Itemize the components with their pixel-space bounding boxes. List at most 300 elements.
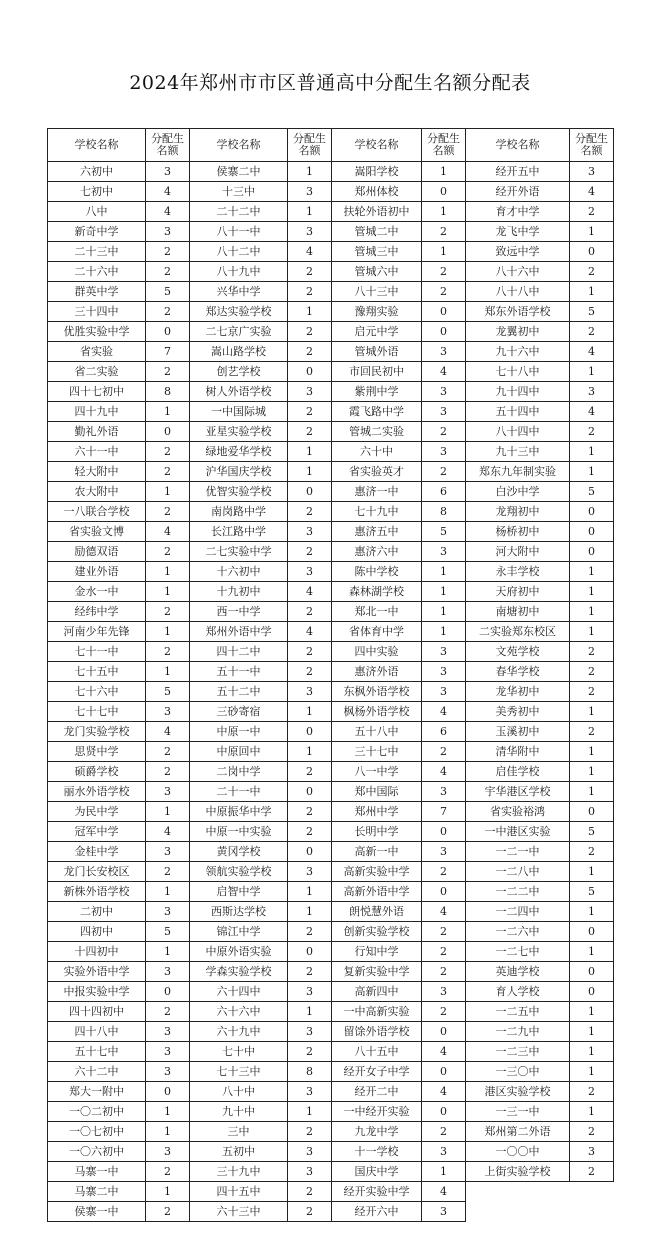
school-name-cell: 郑东九年制实验 — [466, 462, 570, 482]
school-name-cell: 七十七中 — [48, 702, 146, 722]
school-name-cell: 六十四中 — [190, 982, 288, 1002]
school-name-header: 学校名称 — [190, 129, 288, 162]
quota-cell: 1 — [288, 702, 332, 722]
table-row — [48, 562, 614, 582]
quota-cell: 1 — [570, 282, 614, 302]
quota-cell: 4 — [422, 902, 466, 922]
school-name-cell: 群英中学 — [48, 282, 146, 302]
table-row — [48, 762, 614, 782]
school-name-cell: 绿地爱华学校 — [190, 442, 288, 462]
quota-cell: 3 — [422, 1142, 466, 1162]
quota-cell: 3 — [288, 382, 332, 402]
quota-cell: 2 — [146, 1162, 190, 1182]
quota-cell: 0 — [422, 1062, 466, 1082]
quota-cell: 1 — [570, 782, 614, 802]
table-row — [48, 802, 614, 822]
quota-cell: 2 — [570, 642, 614, 662]
quota-cell: 2 — [146, 262, 190, 282]
school-name-cell: 启元中学 — [332, 322, 422, 342]
empty-cell — [570, 1202, 614, 1222]
school-name-cell: 一〇六初中 — [48, 1142, 146, 1162]
school-name-cell: 新奇中学 — [48, 222, 146, 242]
school-name-cell: 天府初中 — [466, 582, 570, 602]
school-name-cell: 侯寨二中 — [190, 162, 288, 182]
school-name-cell: 经纬中学 — [48, 602, 146, 622]
school-name-cell: 省实验文博 — [48, 522, 146, 542]
quota-cell: 0 — [288, 482, 332, 502]
school-name-cell: 一二六中 — [466, 922, 570, 942]
school-name-cell: 一二一中 — [466, 842, 570, 862]
quota-cell: 1 — [146, 1122, 190, 1142]
school-name-cell: 新株外语学校 — [48, 882, 146, 902]
quota-cell: 2 — [288, 502, 332, 522]
school-name-cell: 八十中 — [190, 1082, 288, 1102]
quota-cell: 1 — [146, 562, 190, 582]
quota-cell: 1 — [570, 902, 614, 922]
school-name-cell: 一二四中 — [466, 902, 570, 922]
quota-cell: 0 — [288, 782, 332, 802]
quota-cell: 2 — [288, 1202, 332, 1222]
school-name-cell: 一〇七初中 — [48, 1122, 146, 1142]
school-name-cell: 八十一中 — [190, 222, 288, 242]
quota-cell: 3 — [146, 1042, 190, 1062]
quota-cell: 0 — [570, 502, 614, 522]
quota-cell: 2 — [288, 1182, 332, 1202]
school-name-cell: 金水一中 — [48, 582, 146, 602]
quota-cell: 4 — [422, 702, 466, 722]
quota-cell: 1 — [422, 562, 466, 582]
school-name-cell: 六十中 — [332, 442, 422, 462]
school-name-cell: 四十二中 — [190, 642, 288, 662]
quota-cell: 3 — [288, 182, 332, 202]
school-name-cell: 港区实验学校 — [466, 1082, 570, 1102]
school-name-cell: 省实验英才 — [332, 462, 422, 482]
school-name-cell: 一八联合学校 — [48, 502, 146, 522]
quota-cell: 1 — [146, 482, 190, 502]
quota-cell: 3 — [288, 1082, 332, 1102]
quota-cell: 3 — [146, 702, 190, 722]
quota-cell: 2 — [570, 1122, 614, 1142]
table-row — [48, 922, 614, 942]
school-name-cell: 行知中学 — [332, 942, 422, 962]
quota-cell: 6 — [422, 482, 466, 502]
school-name-cell: 文苑学校 — [466, 642, 570, 662]
school-name-cell: 九十六中 — [466, 342, 570, 362]
quota-cell: 0 — [146, 982, 190, 1002]
quota-cell: 0 — [422, 1102, 466, 1122]
school-name-cell: 龙翔初中 — [466, 502, 570, 522]
school-name-cell: 郑中国际 — [332, 782, 422, 802]
quota-cell: 0 — [422, 302, 466, 322]
quota-cell: 2 — [422, 422, 466, 442]
quota-cell: 3 — [422, 982, 466, 1002]
school-name-cell: 三中 — [190, 1122, 288, 1142]
quota-cell: 3 — [422, 682, 466, 702]
quota-cell: 3 — [146, 962, 190, 982]
quota-cell: 2 — [146, 862, 190, 882]
quota-cell: 1 — [570, 442, 614, 462]
table-row — [48, 682, 614, 702]
school-name-cell: 六初中 — [48, 162, 146, 182]
school-name-cell: 八十六中 — [466, 262, 570, 282]
quota-cell: 2 — [422, 922, 466, 942]
school-name-cell: 八中 — [48, 202, 146, 222]
quota-cell: 1 — [288, 462, 332, 482]
quota-cell: 1 — [570, 622, 614, 642]
table-row — [48, 842, 614, 862]
school-name-cell: 郑大一附中 — [48, 1082, 146, 1102]
school-name-cell: 长江路中学 — [190, 522, 288, 542]
school-name-cell: 一〇二初中 — [48, 1102, 146, 1122]
school-name-cell: 郑州外语中学 — [190, 622, 288, 642]
quota-cell: 4 — [422, 362, 466, 382]
quota-cell: 1 — [288, 302, 332, 322]
quota-cell: 3 — [422, 542, 466, 562]
quota-cell: 3 — [288, 562, 332, 582]
school-name-cell: 八十八中 — [466, 282, 570, 302]
school-name-cell: 二七实验中学 — [190, 542, 288, 562]
school-name-cell: 豫翔实验 — [332, 302, 422, 322]
quota-cell: 3 — [422, 842, 466, 862]
school-name-cell: 十九初中 — [190, 582, 288, 602]
school-name-cell: 省实验裕鸿 — [466, 802, 570, 822]
quota-cell: 1 — [570, 562, 614, 582]
quota-cell: 3 — [146, 902, 190, 922]
school-name-cell: 优智实验学校 — [190, 482, 288, 502]
quota-cell: 3 — [570, 382, 614, 402]
school-name-cell: 黄冈学校 — [190, 842, 288, 862]
school-name-cell: 八十五中 — [332, 1042, 422, 1062]
school-name-cell: 六十六中 — [190, 1002, 288, 1022]
quota-cell: 1 — [570, 742, 614, 762]
quota-cell: 1 — [422, 242, 466, 262]
school-name-cell: 八十二中 — [190, 242, 288, 262]
quota-cell: 3 — [146, 1142, 190, 1162]
school-name-cell: 高新四中 — [332, 982, 422, 1002]
school-name-cell: 二实验郑东校区 — [466, 622, 570, 642]
school-name-cell: 马寨一中 — [48, 1162, 146, 1182]
school-name-cell: 沪华国庆学校 — [190, 462, 288, 482]
table-row — [48, 362, 614, 382]
school-name-cell: 郑北一中 — [332, 602, 422, 622]
quota-cell: 1 — [570, 222, 614, 242]
quota-cell: 3 — [422, 642, 466, 662]
school-name-cell: 经开二中 — [332, 1082, 422, 1102]
quota-cell: 2 — [288, 602, 332, 622]
school-name-cell: 五初中 — [190, 1142, 288, 1162]
quota-cell: 3 — [422, 782, 466, 802]
table-row — [48, 902, 614, 922]
school-name-cell: 兴华中学 — [190, 282, 288, 302]
school-name-cell: 中原一中实验 — [190, 822, 288, 842]
quota-cell: 2 — [422, 1002, 466, 1022]
table-row — [48, 962, 614, 982]
school-name-cell: 亚星实验学校 — [190, 422, 288, 442]
quota-cell: 2 — [288, 922, 332, 942]
quota-cell: 4 — [422, 762, 466, 782]
table-row — [48, 582, 614, 602]
school-name-cell: 农大附中 — [48, 482, 146, 502]
table-row — [48, 182, 614, 202]
quota-cell: 2 — [288, 662, 332, 682]
quota-cell: 2 — [146, 462, 190, 482]
school-name-cell: 龙华初中 — [466, 682, 570, 702]
school-name-cell: 四十五中 — [190, 1182, 288, 1202]
school-name-cell: 育人学校 — [466, 982, 570, 1002]
school-name-cell: 清华附中 — [466, 742, 570, 762]
quota-cell: 2 — [422, 942, 466, 962]
school-name-cell: 一中港区实验 — [466, 822, 570, 842]
school-name-cell: 七十九中 — [332, 502, 422, 522]
school-name-cell: 丽水外语学校 — [48, 782, 146, 802]
school-name-cell: 八十九中 — [190, 262, 288, 282]
table-row — [48, 702, 614, 722]
table-row — [48, 322, 614, 342]
school-name-cell: 轻大附中 — [48, 462, 146, 482]
table-row — [48, 1182, 614, 1202]
school-name-cell: 扶轮外语初中 — [332, 202, 422, 222]
school-name-cell: 创新实验学校 — [332, 922, 422, 942]
quota-cell: 2 — [146, 442, 190, 462]
quota-cell: 1 — [422, 582, 466, 602]
school-name-cell: 郑东外语学校 — [466, 302, 570, 322]
quota-cell: 3 — [422, 442, 466, 462]
school-name-cell: 中原一中 — [190, 722, 288, 742]
school-name-cell: 河南少年先锋 — [48, 622, 146, 642]
school-name-cell: 惠济六中 — [332, 542, 422, 562]
quota-cell: 1 — [422, 602, 466, 622]
quota-cell: 2 — [288, 402, 332, 422]
school-name-cell: 八十三中 — [332, 282, 422, 302]
school-name-cell: 南岗路中学 — [190, 502, 288, 522]
school-name-cell: 一二九中 — [466, 1022, 570, 1042]
school-name-cell: 致远中学 — [466, 242, 570, 262]
school-name-cell: 上街实验学校 — [466, 1162, 570, 1182]
quota-header-line2: 名额 — [156, 144, 179, 157]
quota-cell: 5 — [570, 482, 614, 502]
school-name-cell: 高新实验中学 — [332, 862, 422, 882]
school-name-cell: 一中经开实验 — [332, 1102, 422, 1122]
table-row — [48, 722, 614, 742]
school-name-cell: 二十二中 — [190, 202, 288, 222]
school-name-cell: 管城六中 — [332, 262, 422, 282]
school-name-cell: 建业外语 — [48, 562, 146, 582]
quota-cell: 8 — [422, 502, 466, 522]
school-name-cell: 高新一中 — [332, 842, 422, 862]
quota-cell: 1 — [146, 662, 190, 682]
quota-cell: 1 — [422, 622, 466, 642]
table-row — [48, 882, 614, 902]
school-name-cell: 侯寨一中 — [48, 1202, 146, 1222]
table-row — [48, 442, 614, 462]
quota-cell: 1 — [570, 762, 614, 782]
quota-cell: 2 — [288, 962, 332, 982]
quota-cell: 0 — [288, 362, 332, 382]
table-row — [48, 742, 614, 762]
school-name-cell: 为民中学 — [48, 802, 146, 822]
school-name-cell: 二十六中 — [48, 262, 146, 282]
quota-cell: 1 — [570, 462, 614, 482]
quota-cell: 1 — [570, 702, 614, 722]
school-name-cell: 一三一中 — [466, 1102, 570, 1122]
school-name-cell: 东枫外语学校 — [332, 682, 422, 702]
school-name-cell: 枫杨外语学校 — [332, 702, 422, 722]
table-row — [48, 1062, 614, 1082]
table-row — [48, 262, 614, 282]
school-name-cell: 管城二中 — [332, 222, 422, 242]
school-name-cell: 留馀外语学校 — [332, 1022, 422, 1042]
school-name-cell: 启佳学校 — [466, 762, 570, 782]
school-name-cell: 霞飞路中学 — [332, 402, 422, 422]
quota-cell: 4 — [422, 1082, 466, 1102]
table-row — [48, 402, 614, 422]
quota-cell: 1 — [570, 1042, 614, 1062]
school-name-cell: 河大附中 — [466, 542, 570, 562]
quota-cell: 2 — [422, 862, 466, 882]
quota-cell: 7 — [422, 802, 466, 822]
school-name-cell: 五十八中 — [332, 722, 422, 742]
quota-cell: 3 — [288, 1162, 332, 1182]
quota-cell: 2 — [422, 742, 466, 762]
quota-cell: 3 — [422, 382, 466, 402]
quota-cell: 1 — [288, 742, 332, 762]
school-name-cell: 龙翼初中 — [466, 322, 570, 342]
quota-table — [47, 128, 614, 1222]
school-name-cell: 省二实验 — [48, 362, 146, 382]
school-name-cell: 春华学校 — [466, 662, 570, 682]
quota-header — [146, 129, 190, 162]
quota-cell: 1 — [570, 1022, 614, 1042]
school-name-cell: 西一中学 — [190, 602, 288, 622]
school-name-cell: 长明中学 — [332, 822, 422, 842]
school-name-cell: 朗悦慧外语 — [332, 902, 422, 922]
quota-cell: 3 — [288, 862, 332, 882]
school-name-cell: 嵩阳学校 — [332, 162, 422, 182]
quota-cell: 2 — [146, 1002, 190, 1022]
school-name-cell: 管城二实验 — [332, 422, 422, 442]
school-name-header: 学校名称 — [48, 129, 146, 162]
quota-cell: 5 — [570, 822, 614, 842]
quota-cell: 0 — [146, 1082, 190, 1102]
table-row — [48, 942, 614, 962]
table-row — [48, 542, 614, 562]
quota-cell: 2 — [146, 302, 190, 322]
quota-cell: 2 — [570, 682, 614, 702]
school-name-cell: 四十七初中 — [48, 382, 146, 402]
quota-cell: 2 — [288, 642, 332, 662]
quota-cell: 5 — [422, 522, 466, 542]
school-name-cell: 高新外语中学 — [332, 882, 422, 902]
quota-cell: 1 — [146, 942, 190, 962]
school-name-cell: 一中高新实验 — [332, 1002, 422, 1022]
quota-cell: 1 — [288, 1002, 332, 1022]
school-name-cell: 经开五中 — [466, 162, 570, 182]
school-name-cell: 十一学校 — [332, 1142, 422, 1162]
school-name-cell: 二七京广实验 — [190, 322, 288, 342]
quota-cell: 0 — [288, 842, 332, 862]
school-name-cell: 三十七中 — [332, 742, 422, 762]
school-name-cell: 管城三中 — [332, 242, 422, 262]
quota-cell: 4 — [422, 1182, 466, 1202]
school-name-cell: 中原外语实验 — [190, 942, 288, 962]
school-name-cell: 八一中学 — [332, 762, 422, 782]
school-name-cell: 经开实验中学 — [332, 1182, 422, 1202]
school-name-cell: 森林湖学校 — [332, 582, 422, 602]
school-name-cell: 中原回中 — [190, 742, 288, 762]
quota-cell: 2 — [146, 742, 190, 762]
school-name-cell: 二岗中学 — [190, 762, 288, 782]
school-name-cell: 金桂中学 — [48, 842, 146, 862]
quota-cell: 4 — [146, 182, 190, 202]
quota-cell: 1 — [422, 202, 466, 222]
table-row — [48, 222, 614, 242]
quota-cell: 5 — [146, 282, 190, 302]
school-name-cell: 硕爵学校 — [48, 762, 146, 782]
quota-cell: 2 — [570, 662, 614, 682]
school-name-cell: 启智中学 — [190, 882, 288, 902]
quota-cell: 3 — [146, 1022, 190, 1042]
quota-cell: 5 — [146, 922, 190, 942]
school-name-cell: 九十四中 — [466, 382, 570, 402]
school-name-cell: 实验外语中学 — [48, 962, 146, 982]
table-row — [48, 162, 614, 182]
school-name-cell: 四十四初中 — [48, 1002, 146, 1022]
school-name-cell: 宇华港区学校 — [466, 782, 570, 802]
school-name-cell: 惠济五中 — [332, 522, 422, 542]
school-name-cell: 郑达实验学校 — [190, 302, 288, 322]
school-name-cell: 一二七中 — [466, 942, 570, 962]
quota-header-line1: 分配生 — [293, 132, 326, 145]
quota-cell: 2 — [570, 1082, 614, 1102]
quota-cell: 0 — [422, 182, 466, 202]
table-row — [48, 242, 614, 262]
school-name-cell: 永丰学校 — [466, 562, 570, 582]
table-row — [48, 1202, 614, 1222]
table-header-row — [48, 129, 614, 162]
quota-cell: 2 — [570, 322, 614, 342]
quota-cell: 2 — [288, 282, 332, 302]
quota-cell: 2 — [146, 542, 190, 562]
quota-cell: 0 — [570, 802, 614, 822]
school-name-cell: 优胜实验中学 — [48, 322, 146, 342]
table-row — [48, 862, 614, 882]
quota-cell: 2 — [288, 422, 332, 442]
quota-cell: 2 — [570, 842, 614, 862]
table-row — [48, 302, 614, 322]
school-name-cell: 七十六中 — [48, 682, 146, 702]
quota-cell: 0 — [570, 922, 614, 942]
empty-cell — [466, 1182, 570, 1202]
quota-cell: 4 — [146, 722, 190, 742]
quota-cell: 5 — [570, 302, 614, 322]
quota-cell: 4 — [570, 182, 614, 202]
quota-cell: 3 — [288, 1022, 332, 1042]
table-row — [48, 622, 614, 642]
school-name-cell: 惠济外语 — [332, 662, 422, 682]
school-name-cell: 龙门长安校区 — [48, 862, 146, 882]
quota-cell: 3 — [422, 342, 466, 362]
table-row — [48, 1082, 614, 1102]
school-name-cell: 九十三中 — [466, 442, 570, 462]
quota-cell: 5 — [570, 882, 614, 902]
quota-cell: 8 — [146, 382, 190, 402]
school-name-cell: 十四初中 — [48, 942, 146, 962]
school-name-cell: 二初中 — [48, 902, 146, 922]
page-title: 2024年郑州市市区普通高中分配生名额分配表 — [129, 72, 531, 94]
quota-cell: 2 — [288, 542, 332, 562]
quota-header-line2: 名额 — [580, 144, 603, 157]
school-name-cell: 嵩山路学校 — [190, 342, 288, 362]
